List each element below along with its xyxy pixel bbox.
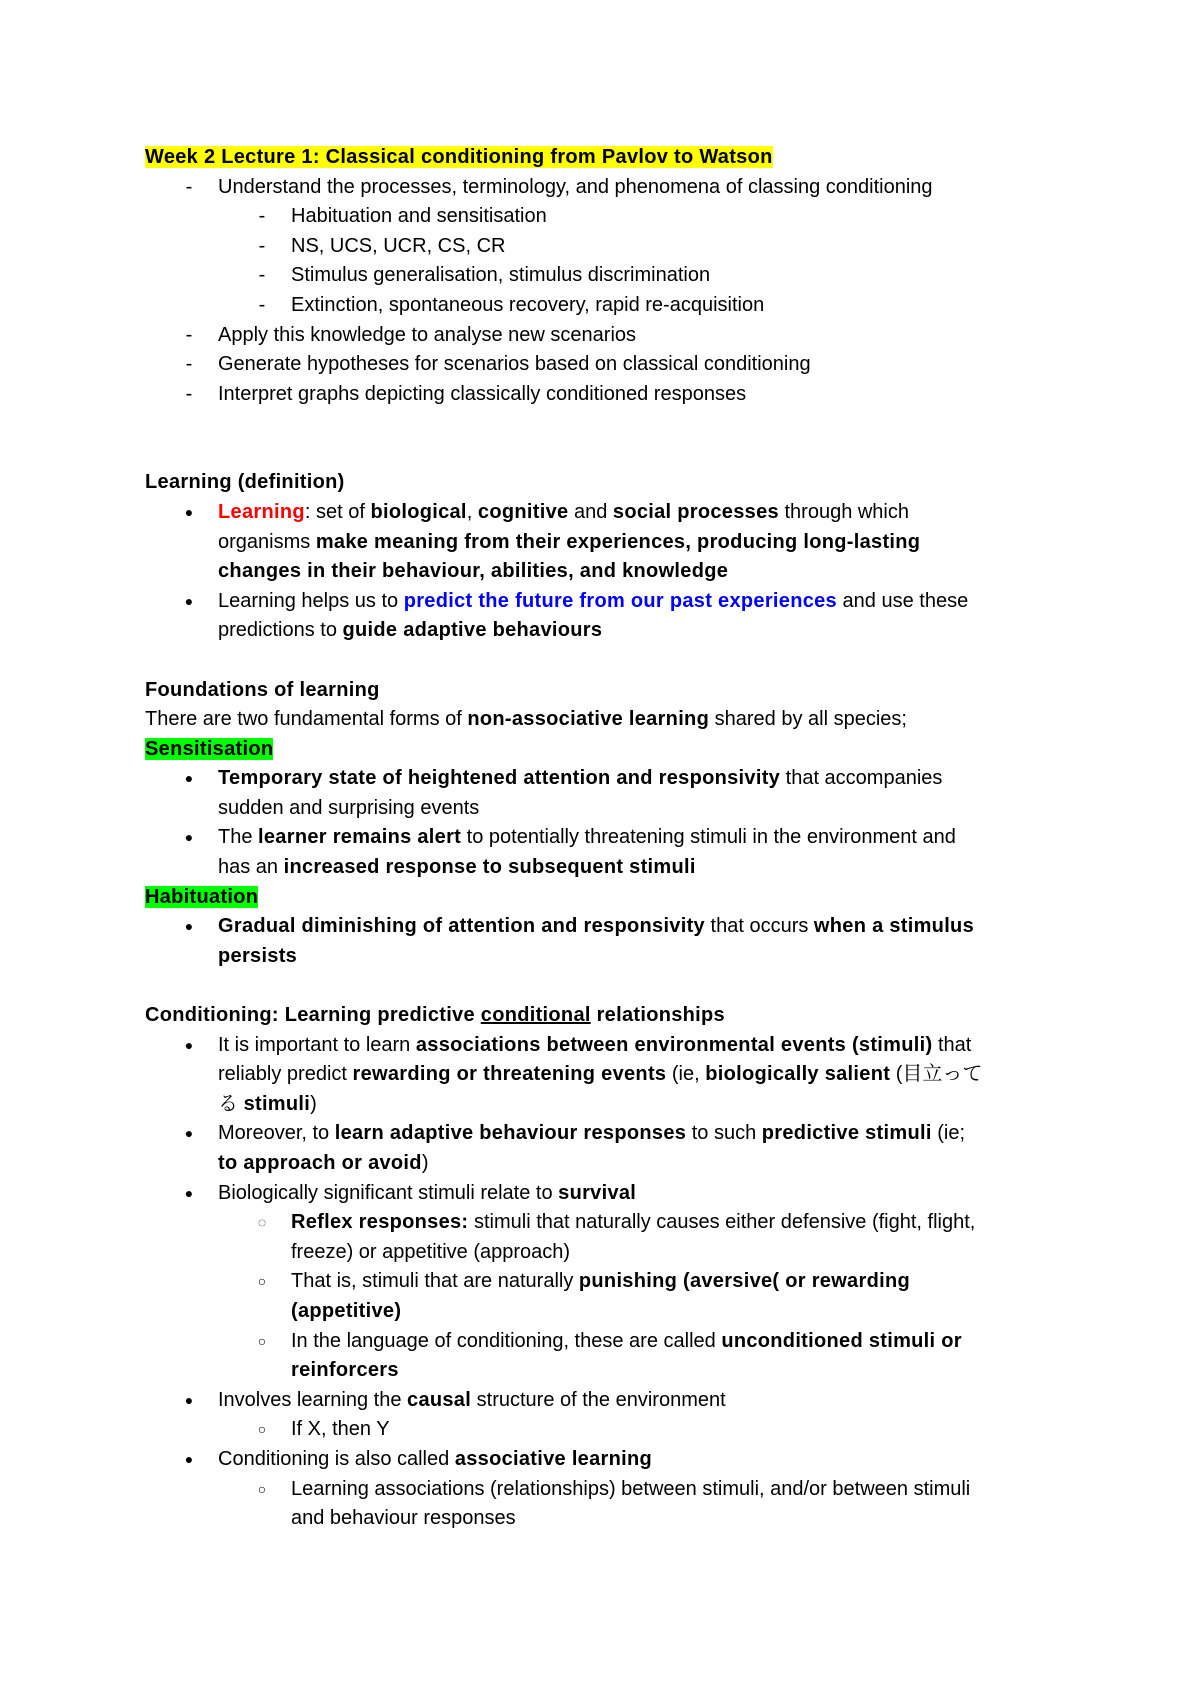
circle-bullet-icon: ○ [257,1332,267,1349]
spacer [145,646,1075,676]
dash-marker: - [185,382,193,405]
bullet-item: ● The learner remains alert to potentially threatening stimuli in the environment and [145,823,1075,853]
sub-bullet-item: ○ Learning associations (relationships) between stimuli, and/or between stimuli [145,1475,1075,1505]
bullet-item: ● It is important to learn associations between environmental events (stimuli) that [145,1031,1075,1061]
sub-bullet-item: ○ That is, stimuli that are naturally punishing (aversive( or rewarding [145,1267,1075,1297]
bullet-item: ● Conditioning is also called associative learning [145,1445,1075,1475]
bullet-icon: ● [184,770,194,787]
bullet-icon: ● [184,829,194,846]
dotted-circle-icon: ◌ [257,1214,267,1231]
sub-bullet-continuation: and behaviour responses [291,1507,516,1530]
lecture-title: Week 2 Lecture 1: Classical conditioning from Pavlov to Watson [145,146,773,168]
section-heading-learning: Learning (definition) [145,471,345,494]
sub-bullet-continuation: (appetitive) [291,1299,402,1322]
subheading-habituation: Habituation [145,885,259,908]
bullet-item: ● Gradual diminishing of attention and responsivity that occurs when a stimulus [145,912,1075,942]
objective-item: - Understand the processes, terminology, and phenomena of classing conditioning [145,173,1075,203]
spacer [145,971,1075,1001]
objective-item: - Apply this knowledge to analyse new scenarios [145,321,1075,351]
bullet-icon: ● [184,503,194,520]
sub-bullet-continuation: freeze) or appetitive (approach) [291,1240,571,1263]
subheading-sensitisation: Sensitisation [145,737,274,760]
bullet-continuation: changes in their behaviour, abilities, and knowledge [218,560,729,583]
bullet-continuation: predictions to guide adaptive behaviours [218,619,603,642]
sub-bullet-continuation: reinforcers [291,1359,399,1382]
dash-marker: - [258,264,266,287]
bullet-icon: ● [184,592,194,609]
bullet-icon: ● [184,918,194,935]
bullet-item: ● Learning helps us to predict the future from our past experiences and use these [145,587,1075,617]
dash-marker: - [185,323,193,346]
bullet-continuation: to approach or avoid) [218,1152,429,1174]
sub-bullet-item: ○ If X, then Y [145,1415,1075,1445]
dash-marker: - [258,205,266,228]
bullet-item: ● Learning: set of biological, cognitive and social processes through which [145,498,1075,528]
document-page [145,143,1075,1534]
sub-bullet-item: ◌ Reflex responses: stimuli that naturally causes either defensive (fight, flight, [145,1208,1075,1238]
bullet-continuation: has an increased response to subsequent stimuli [218,856,696,879]
objective-subitem: - Extinction, spontaneous recovery, rapid re-acquisition [145,291,1075,321]
section-heading-conditioning: Conditioning: Learning predictive conditional relationships [145,1004,725,1027]
objective-subitem: - NS, UCS, UCR, CS, CR [145,232,1075,262]
dash-marker: - [258,293,266,316]
bullet-continuation: persists [218,944,298,967]
bullet-icon: ● [184,1450,194,1467]
circle-bullet-icon: ○ [257,1480,267,1497]
circle-bullet-icon: ○ [257,1273,267,1290]
bullet-icon: ● [184,1391,194,1408]
bullet-item: ● Temporary state of heightened attention and responsivity that accompanies [145,764,1075,794]
bullet-item: ● Involves learning the causal structure of the environment [145,1386,1075,1416]
bullet-item: ● Biologically significant stimuli relate to survival [145,1179,1075,1209]
bullet-continuation: reliably predict rewarding or threatening events (ie, biologically salient (目立って [218,1063,983,1086]
objective-item: - Interpret graphs depicting classically conditioned responses [145,380,1075,410]
bullet-item: ● Moreover, to learn adaptive behaviour responses to such predictive stimuli (ie; [145,1119,1075,1149]
bullet-icon: ● [184,1036,194,1053]
circle-bullet-icon: ○ [257,1421,267,1438]
dash-marker: - [185,353,193,376]
bullet-continuation: る stimuli) [218,1092,317,1115]
objective-item: - Generate hypotheses for scenarios based on classical conditioning [145,350,1075,380]
dash-marker: - [185,175,193,198]
paragraph: There are two fundamental forms of non-associative learning shared by all species; [145,708,907,731]
bullet-icon: ● [184,1184,194,1201]
objective-subitem: - Stimulus generalisation, stimulus discrimination [145,261,1075,291]
objective-subitem: - Habituation and sensitisation [145,202,1075,232]
bullet-icon: ● [184,1125,194,1142]
bullet-continuation: sudden and surprising events [218,796,480,819]
section-heading-foundations: Foundations of learning [145,678,380,701]
dash-marker: - [258,234,266,257]
spacer [145,409,1075,468]
bullet-continuation: organisms make meaning from their experiences, producing long-lasting [218,530,921,553]
sub-bullet-item: ○ In the language of conditioning, these are called unconditioned stimuli or [145,1327,1075,1357]
